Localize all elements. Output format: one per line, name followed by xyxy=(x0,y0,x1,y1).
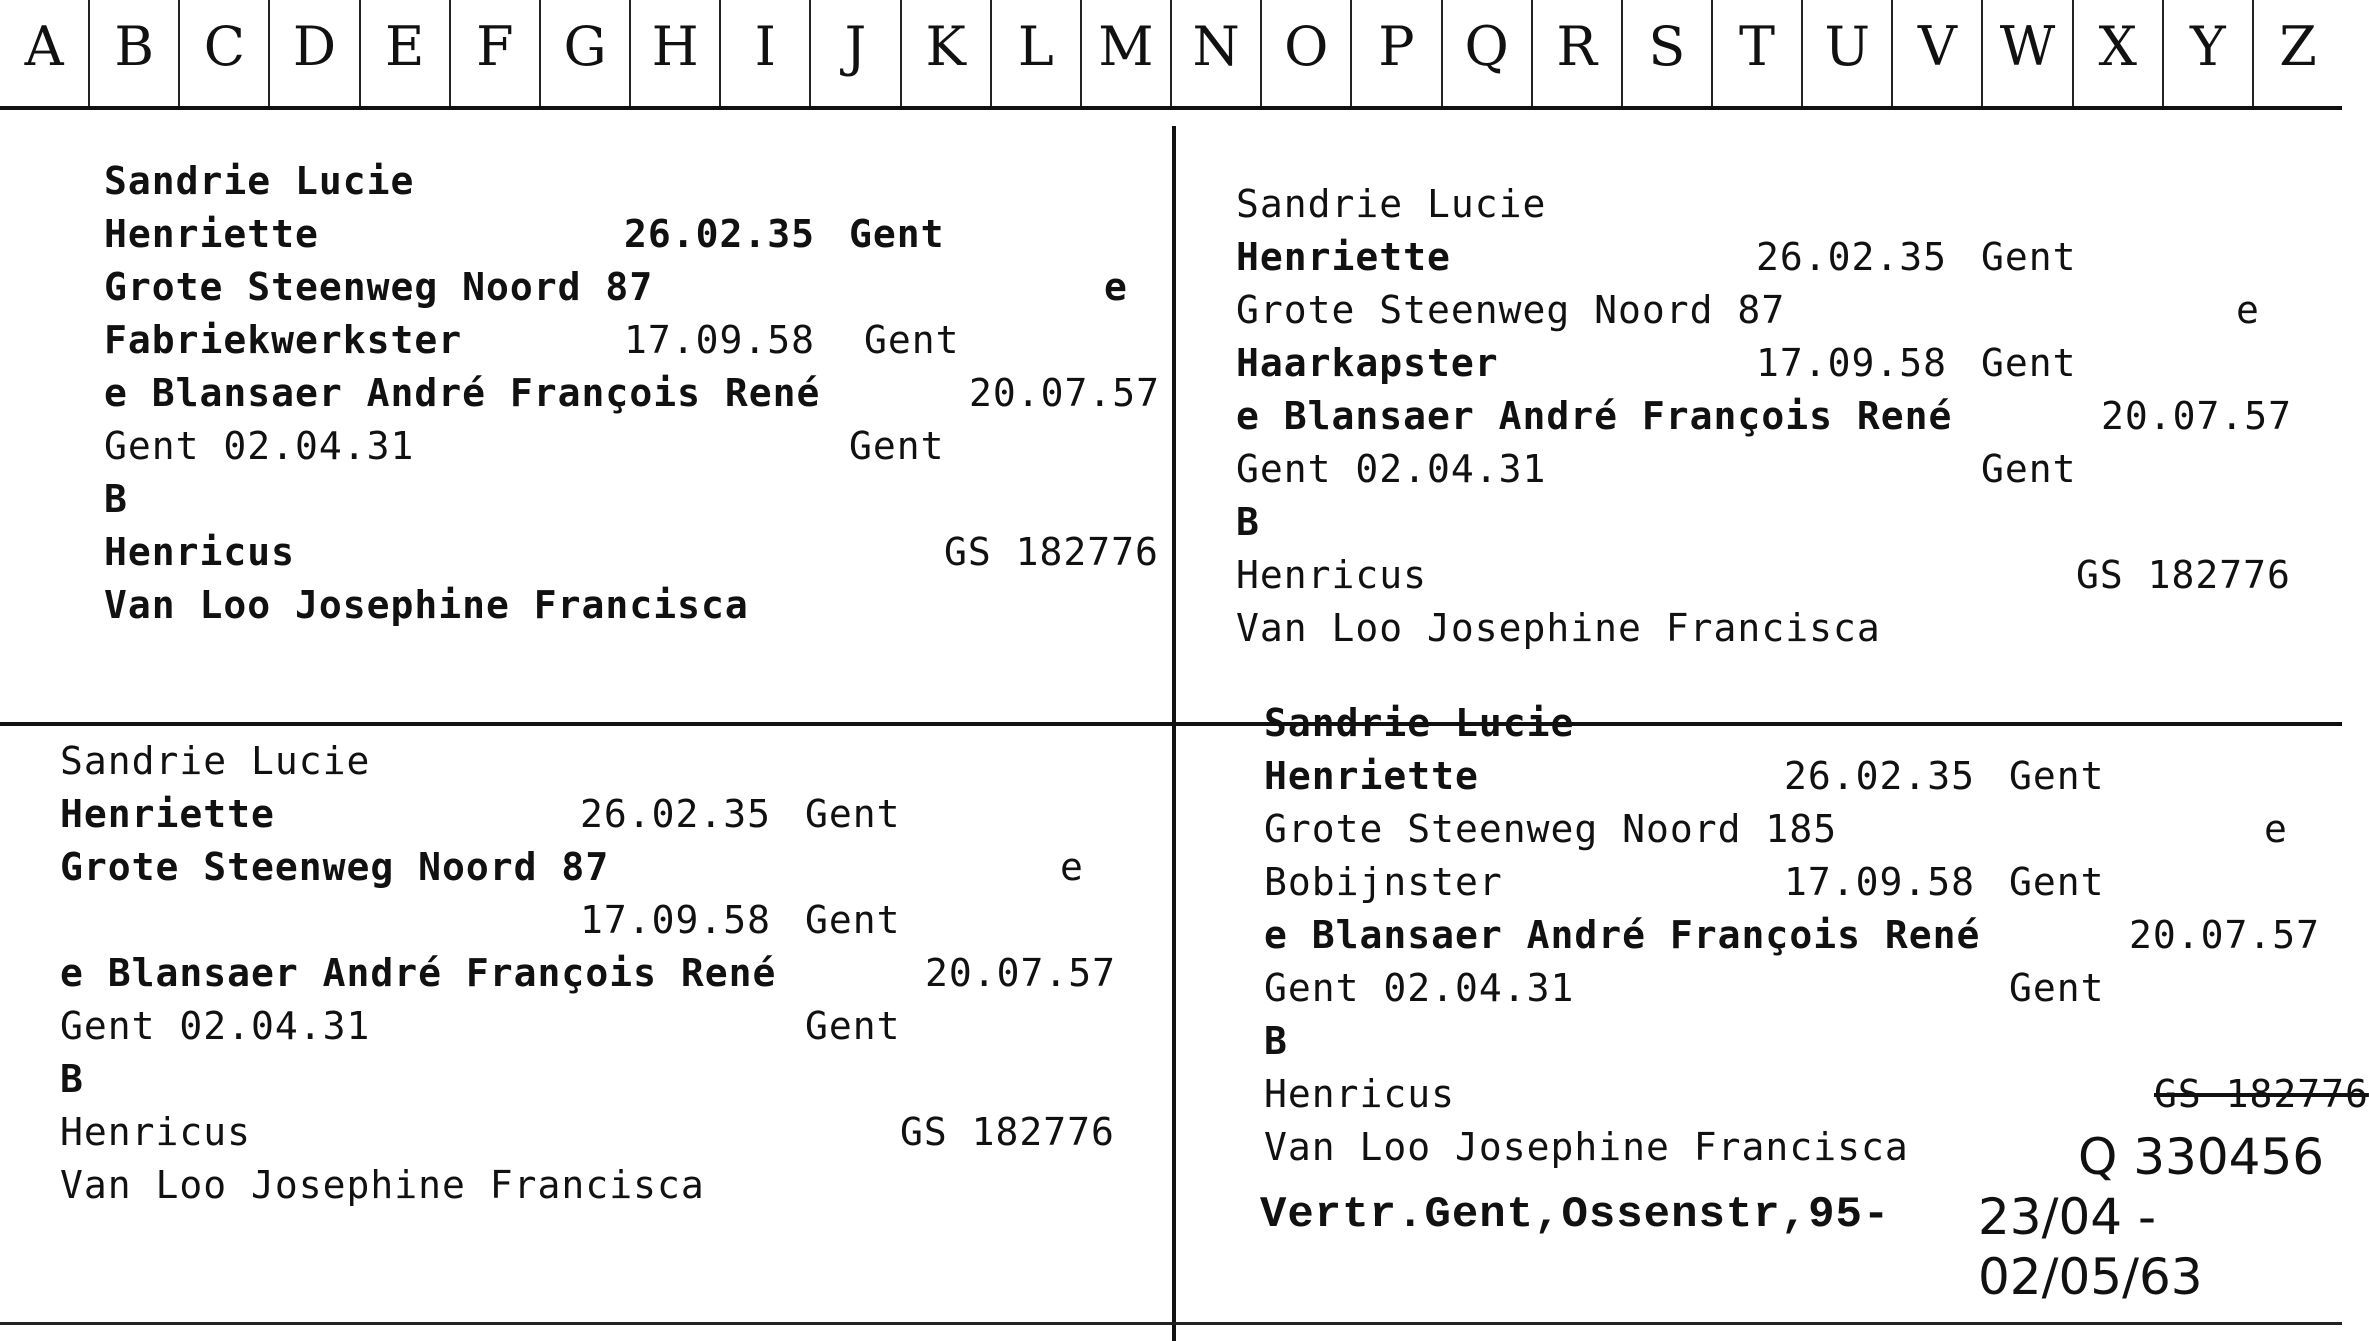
card-birth-date: 26.02.35 xyxy=(580,792,772,836)
card-code: B xyxy=(60,1057,84,1101)
alphabet-letter-l: L xyxy=(992,0,1082,106)
card-reference: GS 182776 xyxy=(944,530,1159,574)
card-marriage-place: Gent xyxy=(864,318,960,362)
card-mother: Van Loo Josephine Francisca xyxy=(1236,606,1881,650)
alphabet-letter-t: T xyxy=(1713,0,1803,106)
card-reference-struck: GS 182776 xyxy=(2154,1072,2369,1116)
card-first-name: Henriette xyxy=(1236,235,1451,279)
card-spouse-birth: Gent 02.04.31 xyxy=(1264,966,1575,1010)
card-address-mark: e xyxy=(2236,288,2260,332)
card-address: Grote Steenweg Noord 87 xyxy=(60,845,610,889)
card-spouse-date: 20.07.57 xyxy=(2129,913,2321,957)
card-mother: Van Loo Josephine Francisca xyxy=(60,1163,705,1207)
card-name: Sandrie Lucie xyxy=(60,739,371,783)
card-mother: Van Loo Josephine Francisca xyxy=(1264,1125,1909,1169)
card-spouse: e Blansaer André François René xyxy=(104,371,821,415)
alphabet-letter-s: S xyxy=(1623,0,1713,106)
alphabet-letter-x: X xyxy=(2074,0,2164,106)
record-card-bottom-right xyxy=(1264,697,2369,1174)
card-birth-date: 26.02.35 xyxy=(1756,235,1948,279)
card-first-name: Henriette xyxy=(1264,754,1479,798)
alphabet-letter-y: Y xyxy=(2164,0,2254,106)
card-marriage-place: Gent xyxy=(1981,341,2077,385)
handwritten-date-2: 02/05/63 xyxy=(1978,1248,2203,1306)
card-spouse-birth: Gent 02.04.31 xyxy=(104,424,415,468)
card-spouse: e Blansaer André François René xyxy=(60,951,777,995)
card-address: Grote Steenweg Noord 87 xyxy=(104,265,654,309)
card-spouse-place: Gent xyxy=(849,424,945,468)
card-first-name: Henriette xyxy=(60,792,275,836)
card-code: B xyxy=(1236,500,1260,544)
card-occupation: Fabriekwerkster xyxy=(104,318,463,362)
card-marriage-place: Gent xyxy=(805,898,901,942)
card-birth-place: Gent xyxy=(805,792,901,836)
bottom-divider xyxy=(0,1322,2342,1325)
card-marriage-date: 17.09.58 xyxy=(624,318,816,362)
alphabet-letter-v: V xyxy=(1893,0,1983,106)
record-card-bottom-left xyxy=(60,735,1160,1212)
card-name: Sandrie Lucie xyxy=(104,159,415,203)
card-spouse-birth: Gent 02.04.31 xyxy=(1236,447,1547,491)
card-spouse-place: Gent xyxy=(805,1004,901,1048)
card-marriage-place: Gent xyxy=(2009,860,2105,904)
card-spouse-date: 20.07.57 xyxy=(2101,394,2293,438)
alphabet-letter-g: G xyxy=(541,0,631,106)
alphabet-letter-f: F xyxy=(451,0,541,106)
card-address-mark: e xyxy=(2264,807,2288,851)
card-birth-place: Gent xyxy=(2009,754,2105,798)
record-card-top-left xyxy=(104,155,1174,632)
card-marriage-date: 17.09.58 xyxy=(1756,341,1948,385)
alphabet-letter-c: C xyxy=(180,0,270,106)
card-mother: Van Loo Josephine Francisca xyxy=(104,583,749,627)
card-spouse-place: Gent xyxy=(1981,447,2077,491)
card-father: Henricus xyxy=(1264,1072,1456,1116)
card-reference-new: Q 330456 xyxy=(2078,1128,2325,1186)
card-spouse-date: 20.07.57 xyxy=(925,951,1117,995)
card-spouse-date: 20.07.57 xyxy=(969,371,1161,415)
record-card-top-right xyxy=(1236,178,2336,655)
card-father: Henricus xyxy=(104,530,296,574)
alphabet-letter-r: R xyxy=(1533,0,1623,106)
alphabet-letter-h: H xyxy=(631,0,721,106)
alphabet-letter-a: A xyxy=(0,0,90,106)
card-marriage-date: 17.09.58 xyxy=(580,898,772,942)
card-birth-date: 26.02.35 xyxy=(1784,754,1976,798)
card-spouse-birth: Gent 02.04.31 xyxy=(60,1004,371,1048)
alphabet-letter-e: E xyxy=(361,0,451,106)
card-address-mark: e xyxy=(1060,845,1084,889)
card-spouse: e Blansaer André François René xyxy=(1264,913,1981,957)
card-spouse-place: Gent xyxy=(2009,966,2105,1010)
card-father: Henricus xyxy=(60,1110,252,1154)
alphabet-letter-u: U xyxy=(1803,0,1893,106)
card-birth-date: 26.02.35 xyxy=(624,212,816,256)
card-address-mark: e xyxy=(1104,265,1128,309)
card-reference: GS 182776 xyxy=(900,1110,1115,1154)
card-occupation: Bobijnster xyxy=(1264,860,1503,904)
card-address: Grote Steenweg Noord 185 xyxy=(1264,807,1838,851)
card-address: Grote Steenweg Noord 87 xyxy=(1236,288,1786,332)
alphabet-letter-w: W xyxy=(1983,0,2073,106)
stamp-text: Vertr.Gent,Ossenstr,95- xyxy=(1260,1190,1891,1240)
card-name: Sandrie Lucie xyxy=(1264,701,1575,745)
alphabet-letter-z: Z xyxy=(2279,14,2317,78)
card-reference: GS 182776 xyxy=(2076,553,2291,597)
card-name: Sandrie Lucie xyxy=(1236,182,1547,226)
alphabet-letter-q: Q xyxy=(1443,0,1533,106)
alphabet-letter-b: B xyxy=(90,0,180,106)
alphabet-letter-p: P xyxy=(1352,0,1442,106)
handwritten-date-1: 23/04 - xyxy=(1978,1188,2157,1246)
card-marriage-date: 17.09.58 xyxy=(1784,860,1976,904)
card-spouse: e Blansaer André François René xyxy=(1236,394,1953,438)
alphabet-index xyxy=(0,0,2342,110)
card-birth-place: Gent xyxy=(1981,235,2077,279)
card-code: B xyxy=(1264,1019,1288,1063)
card-father: Henricus xyxy=(1236,553,1428,597)
card-code: B xyxy=(104,477,128,521)
alphabet-letter-o: O xyxy=(1262,0,1352,106)
alphabet-letter-k: K xyxy=(902,0,992,106)
alphabet-letter-j: J xyxy=(811,0,901,106)
alphabet-letter-d: D xyxy=(270,0,360,106)
card-birth-place: Gent xyxy=(849,212,945,256)
card-occupation: Haarkapster xyxy=(1236,341,1499,385)
alphabet-letter-m: M xyxy=(1082,0,1172,106)
alphabet-letter-i: I xyxy=(721,0,811,106)
card-first-name: Henriette xyxy=(104,212,319,256)
alphabet-letter-n: N xyxy=(1172,0,1262,106)
